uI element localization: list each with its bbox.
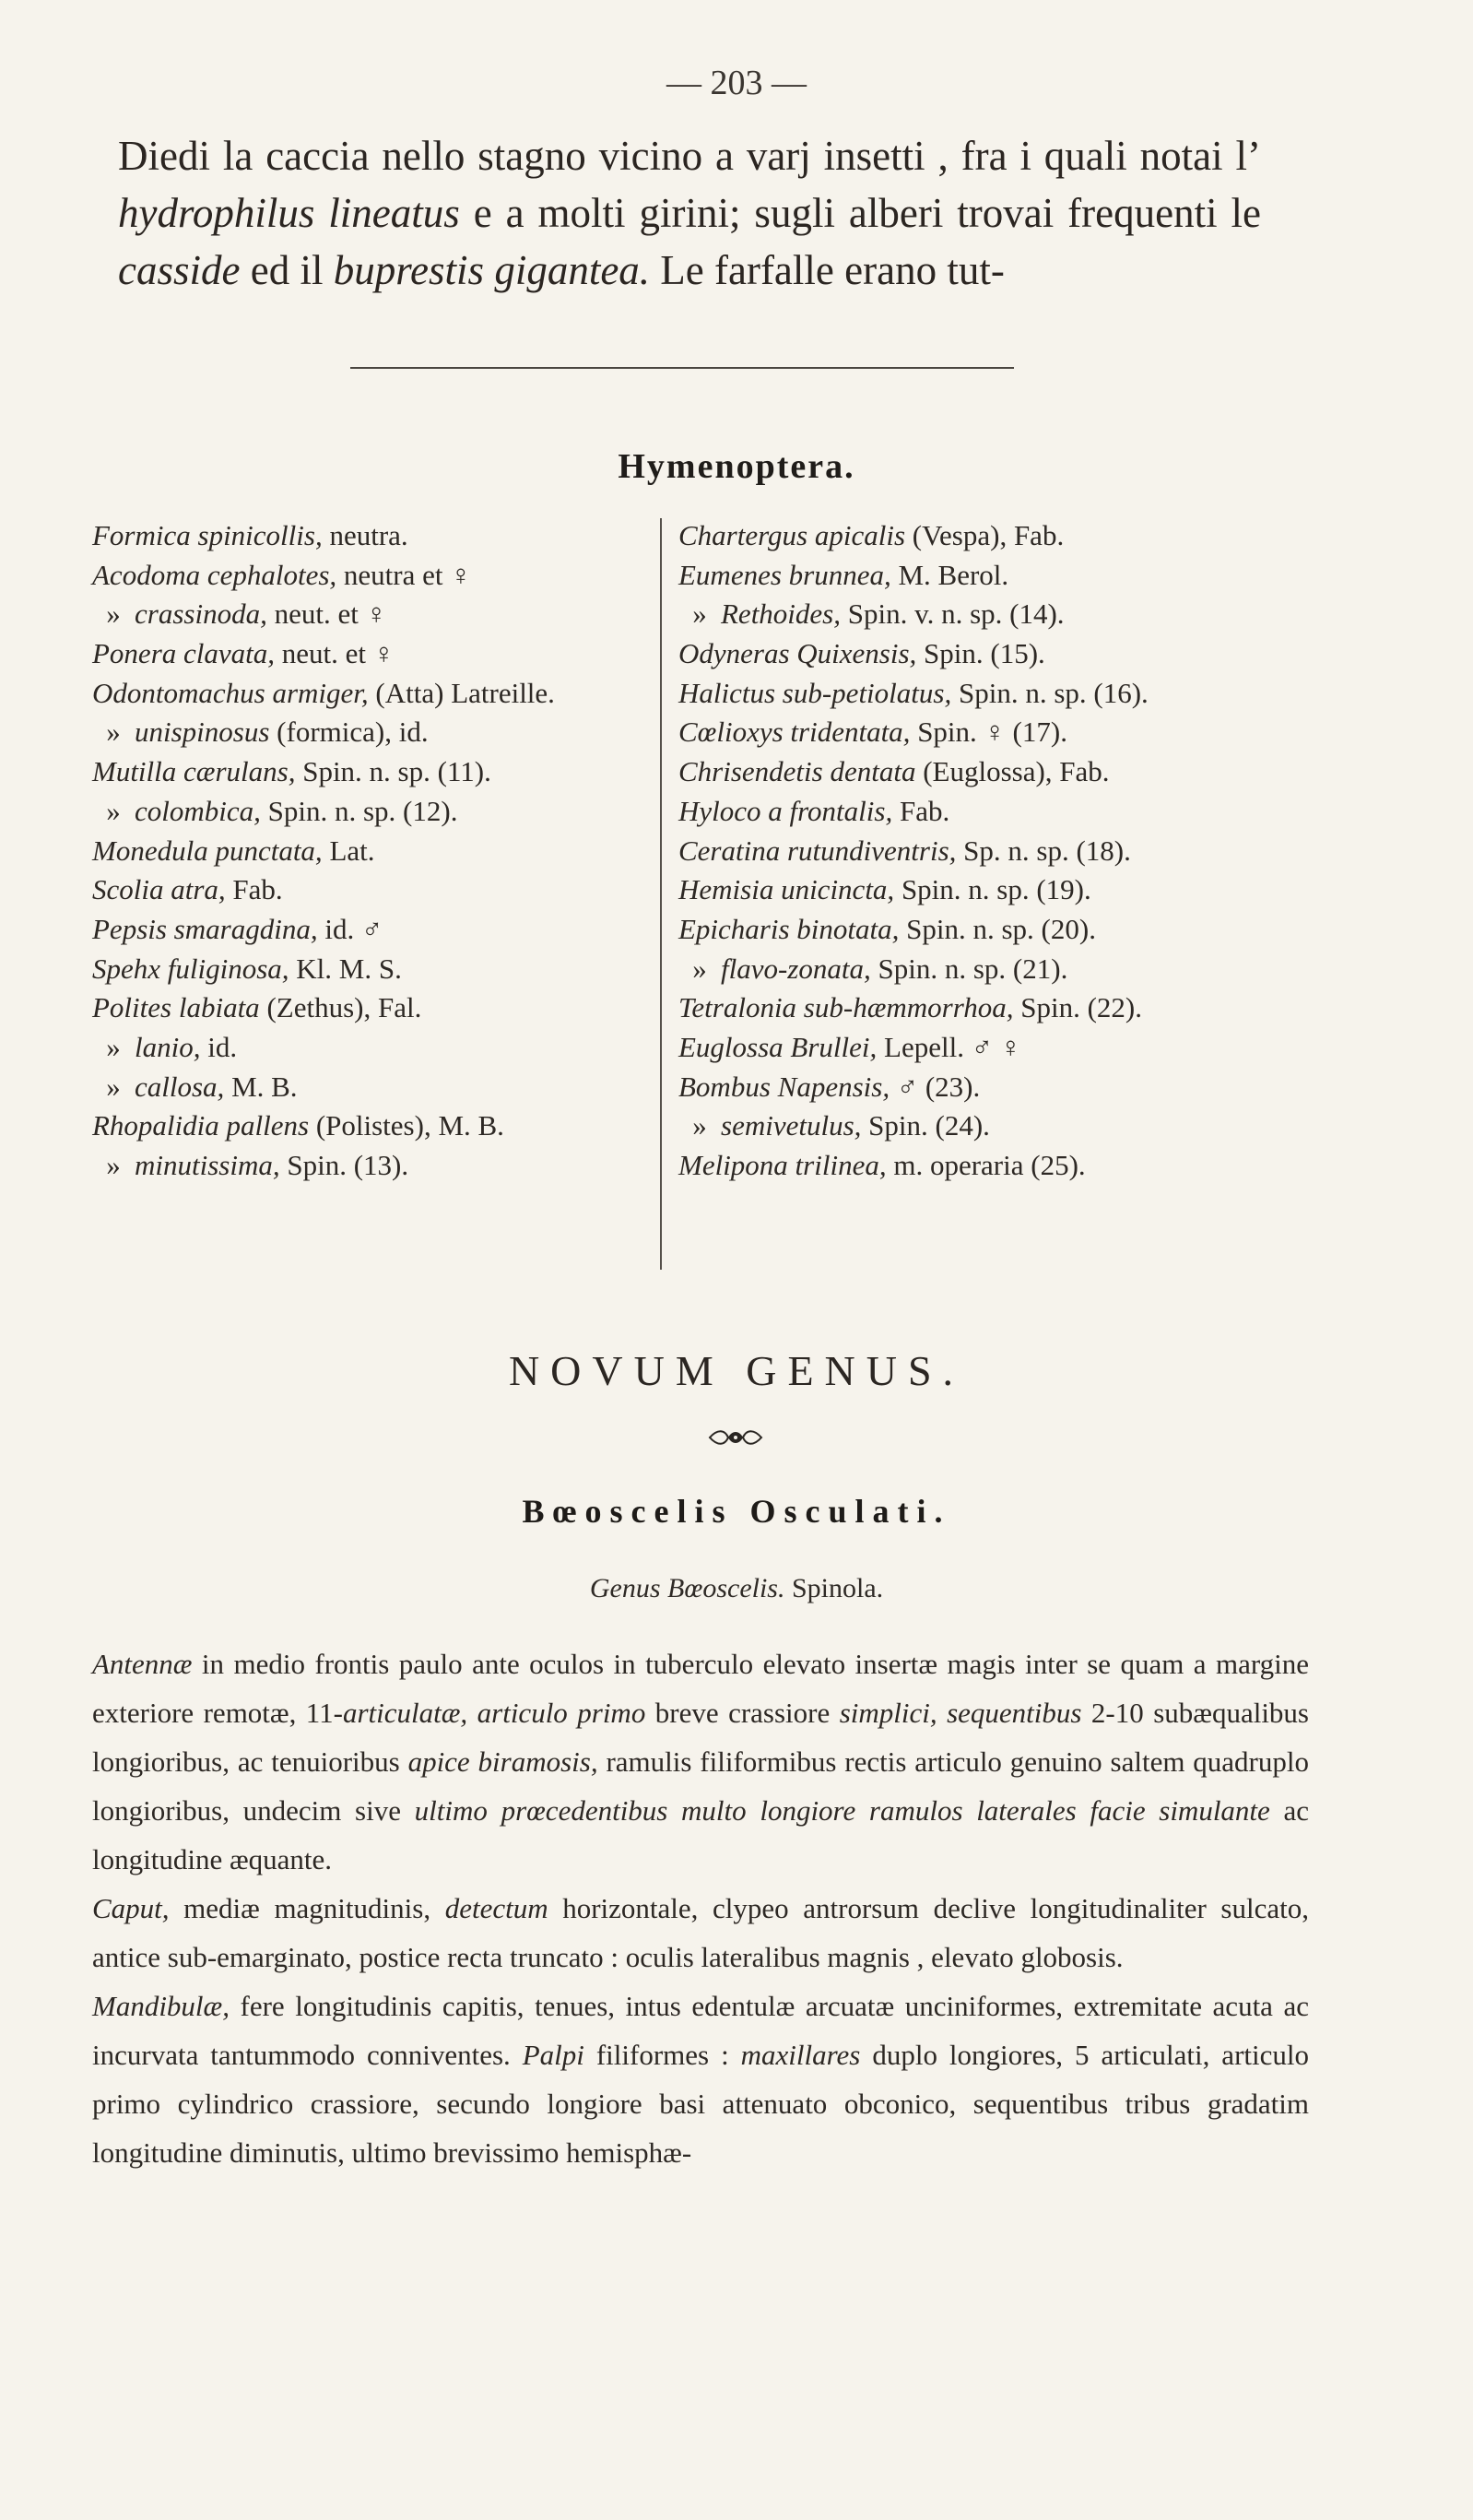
ditto-mark: » xyxy=(106,1070,121,1103)
description-run: in medio frontis paulo ante oculos in tuberculo elevato insertæ magis inter se quam a margine exteriore remotæ, 11- xyxy=(92,1648,1309,1729)
species-name: Hyloco a frontalis, xyxy=(678,794,893,827)
species-entry xyxy=(678,595,1324,634)
species-entry xyxy=(92,556,645,596)
genus-description xyxy=(92,1639,1309,2177)
species-authority: Spin. v. n. sp. (14). xyxy=(841,597,1065,631)
intro-run: hydrophilus lineatus xyxy=(118,190,460,236)
species-name: Ponera clavata, xyxy=(92,637,276,670)
species-authority: Spin. n. sp. (21). xyxy=(870,952,1068,985)
species-name: Odyneras Quixensis, xyxy=(678,637,917,670)
species-name: callosa, xyxy=(135,1070,225,1103)
species-name: Eumenes brunnea, xyxy=(678,558,891,591)
species-entry xyxy=(678,556,1324,596)
species-entry xyxy=(678,950,1324,989)
species-entry xyxy=(92,792,645,832)
species-name: Halictus sub-petiolatus, xyxy=(678,676,952,709)
species-entry xyxy=(92,752,645,792)
species-authority: (Polistes), M. B. xyxy=(309,1109,504,1142)
species-authority: neutra et ♀ xyxy=(336,558,472,591)
species-entry xyxy=(678,870,1324,910)
genus-author: Spinola. xyxy=(784,1573,884,1603)
species-entry xyxy=(92,595,645,634)
species-name: Hemisia unicincta, xyxy=(678,873,895,906)
species-name: lanio, xyxy=(135,1030,201,1063)
species-name: Monedula punctata, xyxy=(92,834,323,867)
species-entry xyxy=(92,988,645,1028)
species-authority: Lepell. ♂ ♀ xyxy=(877,1030,1021,1063)
species-name: Rhopalidia pallens xyxy=(92,1109,310,1142)
species-entry xyxy=(678,1146,1324,1186)
intro-run: casside xyxy=(118,247,241,293)
species-authority: Spin. n. sp. (12). xyxy=(260,794,458,827)
species-list-left xyxy=(92,516,645,1186)
species-name: Ceratina rutundiventris, xyxy=(678,834,957,867)
species-entry xyxy=(678,674,1324,714)
species-entry xyxy=(92,1068,645,1107)
description-run: horizontale, clypeo antrorsum declive longitudinaliter sulcato, antice sub-emarginato, postice recta truncato : oculis lateralibus magnis , elevato globosis. xyxy=(92,1892,1309,1973)
species-authority: Fab. xyxy=(892,794,950,827)
species-authority: M. B. xyxy=(224,1070,298,1103)
species-entry xyxy=(92,1146,645,1186)
description-run: apice biramosis, xyxy=(407,1745,598,1778)
species-name: minutissima, xyxy=(135,1149,280,1181)
species-authority: Spin. n. sp. (16). xyxy=(951,676,1149,709)
intro-run: Diedi la caccia nello stagno vicino a varj insetti , fra i quali notai l’ xyxy=(118,133,1261,179)
species-name: Epicharis binotata, xyxy=(678,912,900,945)
species-authority: (Zethus), Fal. xyxy=(259,991,422,1024)
species-authority: (Euglossa), Fab. xyxy=(915,755,1110,788)
species-entry xyxy=(92,950,645,989)
species-entry xyxy=(678,634,1324,674)
genus-label: Genus Bœoscelis. xyxy=(589,1573,785,1603)
species-authority: neutra. xyxy=(322,519,408,551)
species-name: unispinosus xyxy=(135,716,270,749)
species-name: Pepsis smaragdina, xyxy=(92,912,318,945)
species-authority: M. Berol. xyxy=(890,558,1009,591)
description-run: fere longitudinis capitis, tenues, intus edentulæ arcuatæ unciniformes, extremitate acuta ac incurvata tantummodo conniventes. xyxy=(92,1990,1309,2071)
species-entry xyxy=(678,516,1324,556)
ditto-mark: » xyxy=(692,1109,707,1142)
description-run: ac longitudine æquante. xyxy=(92,1794,1310,1875)
species-entry xyxy=(678,1028,1324,1068)
description-run: duplo longiores, 5 articulati, articulo primo cylindrico crassiore, secundo longiore basi attenuato obconico, sequentibus tribus gradatim longitudine diminutis, ultimo brevissimo hemisphæ- xyxy=(92,2039,1309,2169)
species-name: crassinoda, xyxy=(135,597,267,631)
description-paragraph xyxy=(92,1982,1309,2177)
species-authority: ♂ (23). xyxy=(890,1070,981,1103)
species-entry xyxy=(92,713,645,752)
section-title: Hymenoptera. xyxy=(618,447,855,486)
intro-text xyxy=(118,127,1261,299)
description-run: ramulis filiformibus rectis articulo genuino saltem quadruplo longioribus, undecim sive xyxy=(92,1745,1309,1827)
species-authority: (formica), id. xyxy=(269,716,429,749)
species-authority: Kl. M. S. xyxy=(289,952,402,985)
species-list-right xyxy=(678,516,1324,1186)
species-name: Euglossa Brullei, xyxy=(678,1030,878,1063)
species-authority: neut. et ♀ xyxy=(275,637,395,670)
species-entry xyxy=(678,792,1324,832)
description-run: simplici, sequentibus xyxy=(839,1697,1082,1729)
species-entry xyxy=(678,1106,1324,1146)
species-name: colombica, xyxy=(135,794,261,827)
species-authority: id. ♂ xyxy=(317,912,383,945)
species-authority: Spin. (15). xyxy=(916,637,1045,670)
species-entry xyxy=(92,1106,645,1146)
ditto-mark: » xyxy=(106,716,121,749)
species-entry xyxy=(92,832,645,871)
species-entry xyxy=(678,988,1324,1028)
species-authority: (Atta) Latreille. xyxy=(368,676,555,709)
species-name: Chrisendetis dentata xyxy=(678,755,916,788)
species-authority: (Vespa), Fab. xyxy=(905,519,1065,551)
description-run: Antennæ xyxy=(92,1648,193,1680)
description-run: ultimo prœcedentibus multo longiore ramulos laterales facie simulante xyxy=(414,1794,1270,1827)
species-name: Formica spinicollis, xyxy=(92,519,323,551)
species-authority: Spin. n. sp. (11). xyxy=(295,755,491,788)
species-authority: Spin. n. sp. (20). xyxy=(899,912,1096,945)
species-name: Odontomachus armiger, xyxy=(92,676,369,709)
genus-heading: NOVUM GENUS. xyxy=(508,1347,965,1394)
species-name: flavo-zonata, xyxy=(721,952,871,985)
species-authority: Spin. (24). xyxy=(861,1109,990,1142)
description-run: articulatæ, articulo primo xyxy=(342,1697,646,1729)
species-name: semivetulus, xyxy=(721,1109,862,1142)
species-entry xyxy=(92,516,645,556)
species-entry xyxy=(678,1068,1324,1107)
species-authority: id. xyxy=(200,1030,238,1063)
description-run: Caput, xyxy=(92,1892,170,1924)
description-run: breve crassiore xyxy=(645,1697,840,1729)
species-name: Tetralonia sub-hæmmorrhoa, xyxy=(678,991,1014,1024)
species-authority: Spin. (13). xyxy=(279,1149,409,1181)
ditto-mark: » xyxy=(692,597,707,631)
species-entry xyxy=(678,752,1324,792)
intro-run: Le farfalle erano tut- xyxy=(650,247,1005,293)
ditto-mark: » xyxy=(106,597,121,631)
description-run: 2-10 subæqualibus longioribus, ac tenuioribus xyxy=(92,1697,1309,1778)
ornament-icon xyxy=(708,1427,763,1448)
intro-run: ed il xyxy=(240,247,334,293)
column-divider xyxy=(660,518,662,1270)
species-authority: Spin. ♀ (17). xyxy=(910,716,1067,749)
species-authority: neut. et ♀ xyxy=(266,597,387,631)
ditto-mark: » xyxy=(106,1030,121,1063)
species-authority: Lat. xyxy=(322,834,375,867)
species-name: Bombus Napensis, xyxy=(678,1070,890,1103)
species-authority: Sp. n. sp. (18). xyxy=(956,834,1131,867)
ditto-mark: » xyxy=(692,952,707,985)
species-name: Rethoides, xyxy=(721,597,841,631)
intro-run: e a molti girini; sugli alberi trovai frequenti le xyxy=(459,190,1262,236)
horizontal-rule xyxy=(350,367,1014,369)
genus-name: Bœoscelis Osculati. xyxy=(522,1493,951,1530)
ditto-mark: » xyxy=(106,794,121,827)
species-entry xyxy=(92,1028,645,1068)
species-entry xyxy=(678,832,1324,871)
species-name: Melipona trilinea, xyxy=(678,1149,887,1181)
genus-subtitle xyxy=(0,1573,1473,1604)
description-run: detectum xyxy=(444,1892,548,1924)
description-run: maxillares xyxy=(740,2039,861,2071)
species-name: Spehx fuliginosa, xyxy=(92,952,289,985)
species-authority: m. operaria (25). xyxy=(886,1149,1086,1181)
intro-run: buprestis gigantea. xyxy=(333,247,651,293)
species-entry xyxy=(92,910,645,950)
page-number: — 203 — xyxy=(666,64,807,102)
species-authority: Spin. (22). xyxy=(1013,991,1142,1024)
species-entry xyxy=(678,713,1324,752)
species-name: Polites labiata xyxy=(92,991,260,1024)
intro-paragraph xyxy=(118,127,1261,299)
species-name: Chartergus apicalis xyxy=(678,519,906,551)
species-name: Scolia atra, xyxy=(92,873,226,906)
species-entry xyxy=(92,634,645,674)
description-run: filiformes : xyxy=(583,2039,741,2071)
species-entry xyxy=(678,910,1324,950)
species-authority: Fab. xyxy=(225,873,283,906)
description-run: Palpi xyxy=(522,2039,584,2071)
species-entry xyxy=(92,870,645,910)
ditto-mark: » xyxy=(106,1149,121,1181)
species-name: Acodoma cephalotes, xyxy=(92,558,337,591)
description-paragraph xyxy=(92,1639,1309,1884)
species-entry xyxy=(92,674,645,714)
description-run: Mandibulæ, xyxy=(92,1990,230,2022)
species-name: Mutilla cærulans, xyxy=(92,755,296,788)
species-authority: Spin. n. sp. (19). xyxy=(894,873,1091,906)
description-run: mediæ magnitudinis, xyxy=(169,1892,445,1924)
description-paragraph xyxy=(92,1884,1309,1982)
species-name: Cœlioxys tridentata, xyxy=(678,716,911,749)
